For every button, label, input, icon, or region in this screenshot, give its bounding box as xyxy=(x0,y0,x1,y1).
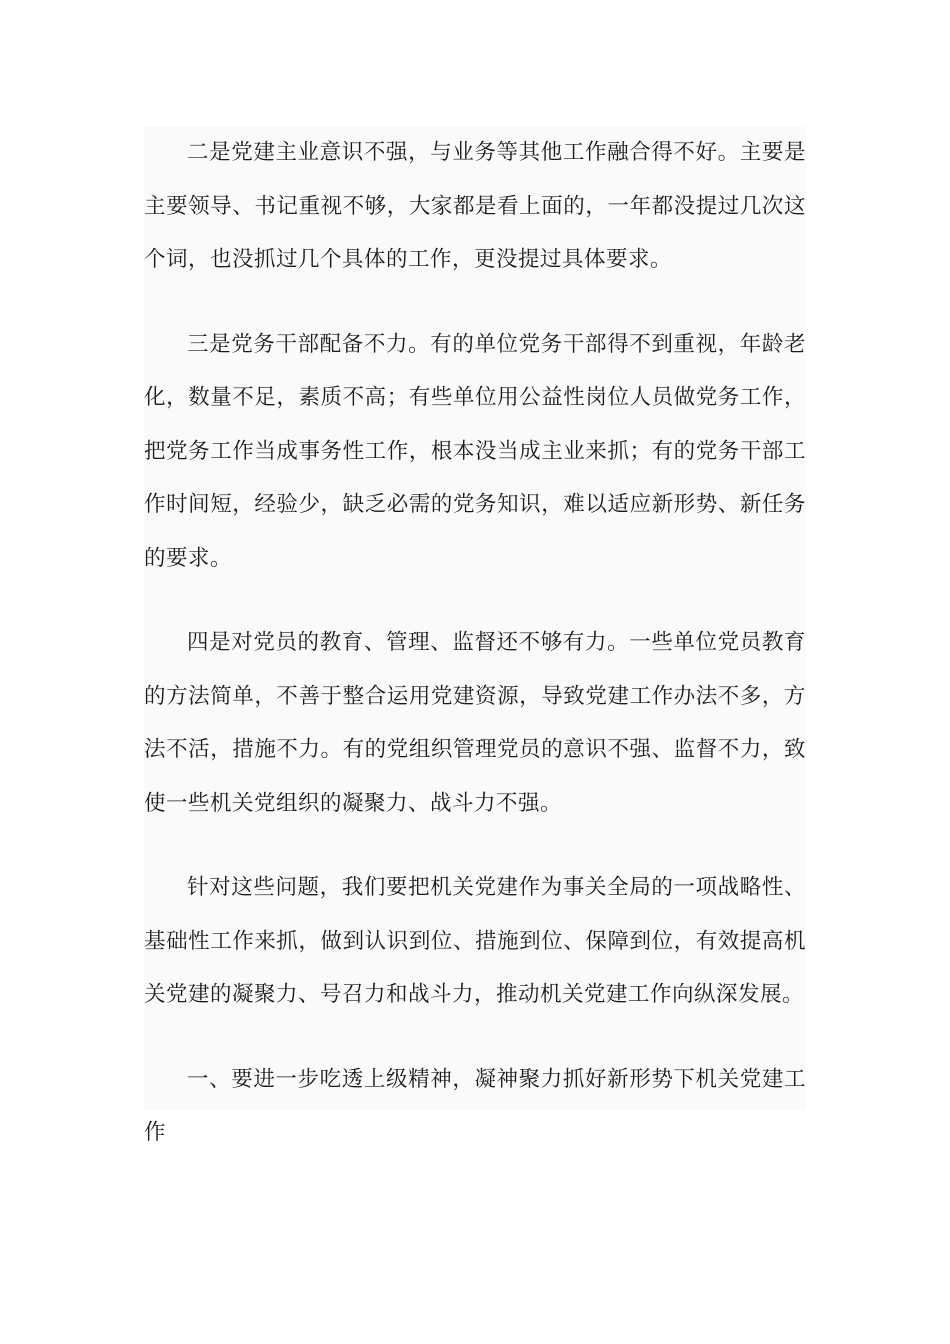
paragraph-member-education: 四是对党员的教育、管理、监督还不够有力。一些单位党员教育的方法简单，不善于整合运用党建资源，导致党建工作办法不多，方法不活，措施不力。有的党组织管理党员的意识不强、监督不力，致使一些机关党组织的凝聚力、战斗力不强。 xyxy=(144,630,806,816)
document-body xyxy=(144,126,806,1145)
section-heading-one: 一、要进一步吃透上级精神，凝神聚力抓好新形势下机关党建工作 xyxy=(144,1066,806,1145)
paragraph-countermeasures: 针对这些问题，我们要把机关党建作为事关全局的一项战略性、基础性工作来抓，做到认识到位、措施到位、保障到位，有效提高机关党建的凝聚力、号召力和战斗力，推动机关党建工作向纵深发展。 xyxy=(144,875,806,1007)
paragraph-party-cadres: 三是党务干部配备不力。有的单位党务干部得不到重视，年龄老化，数量不足，素质不高；有些单位用公益性岗位人员做党务工作，把党务工作当成事务性工作，根本没当成主业来抓；有的党务干部工作时间短，经验少，缺乏必需的党务知识，难以适应新形势、新任务的要求。 xyxy=(144,331,806,571)
paragraph-party-building-awareness: 二是党建主业意识不强，与业务等其他工作融合得不好。主要是主要领导、书记重视不够，大家都是看上面的，一年都没提过几次这个词，也没抓过几个具体的工作，更没提过具体要求。 xyxy=(144,140,806,272)
